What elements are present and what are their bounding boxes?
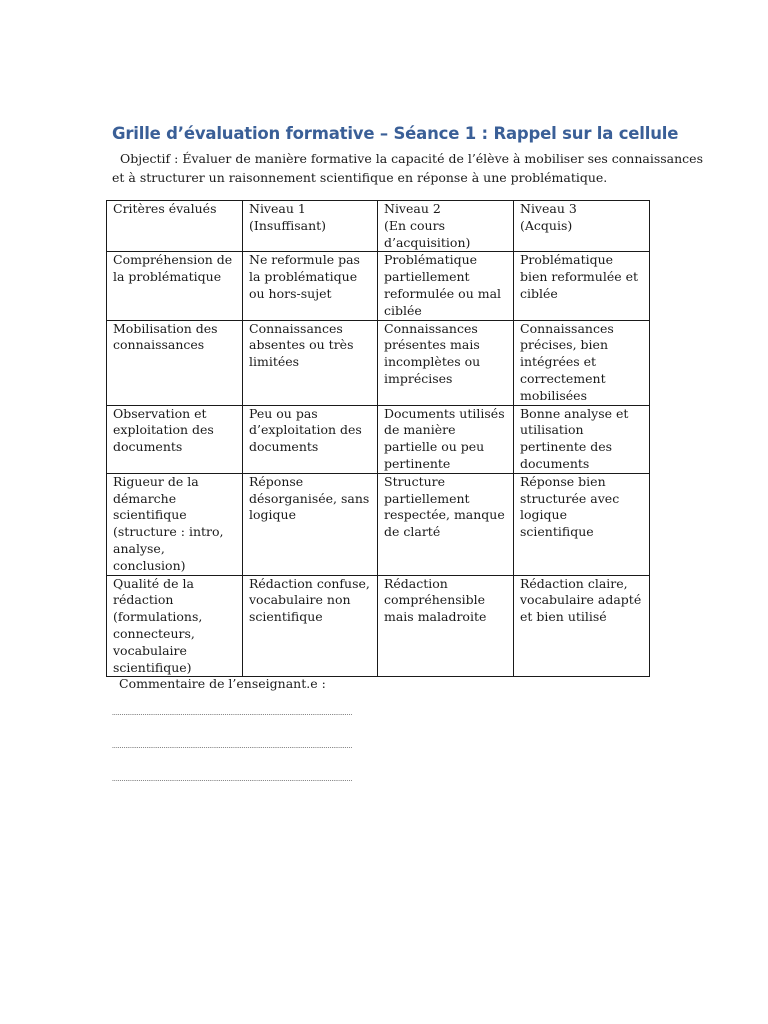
table-cell: Connaissances précises, bien intégrées et correctement mobilisées xyxy=(514,320,650,405)
table-row xyxy=(107,320,650,405)
table-cell: Ne reformule pas la problématique ou hors-sujet xyxy=(243,252,378,320)
table-cell: Qualité de la rédaction (formulations, connecteurs, vocabulaire scientifique) xyxy=(107,575,243,677)
table-cell: Rédaction confuse, vocabulaire non scientifique xyxy=(243,575,378,677)
table-row xyxy=(107,473,650,575)
table-cell: Rigueur de la démarche scientifique (structure : intro, analyse, conclusion) xyxy=(107,473,243,575)
objective-line-2: et à structurer un raisonnement scientifique en réponse à une problématique. xyxy=(112,170,608,185)
table-cell: Connaissances absentes ou très limitées xyxy=(243,320,378,405)
table-cell: Problématique bien reformulée et ciblée xyxy=(514,252,650,320)
header-cell-level-1: Niveau 1 (Insuffisant) xyxy=(243,201,378,252)
evaluation-grid xyxy=(106,200,650,677)
table-cell: Réponse bien structurée avec logique scientifique xyxy=(514,473,650,575)
header-cell-criteria: Critères évalués xyxy=(107,201,243,252)
table-row xyxy=(107,252,650,320)
table-cell: Peu ou pas d’exploitation des documents xyxy=(243,405,378,473)
table-cell: Réponse désorganisée, sans logique xyxy=(243,473,378,575)
table-row xyxy=(107,405,650,473)
teacher-comment-label: Commentaire de l’enseignant.e : xyxy=(119,676,326,691)
document-title: Grille d’évaluation formative – Séance 1 : Rappel sur la cellule xyxy=(112,124,679,143)
table-cell: Compréhension de la problématique xyxy=(107,252,243,320)
comment-line: .............................................................................................................................. xyxy=(112,710,353,717)
objective-paragraph xyxy=(112,149,703,187)
header-cell-level-2: Niveau 2 (En cours d’acquisition) xyxy=(378,201,514,252)
table-cell: Documents utilisés de manière partielle ou peu pertinente xyxy=(378,405,514,473)
table-cell: Rédaction claire, vocabulaire adapté et bien utilisé xyxy=(514,575,650,677)
comment-line: .............................................................................................................................. xyxy=(112,743,353,750)
table-cell: Bonne analyse et utilisation pertinente des documents xyxy=(514,405,650,473)
table-cell: Rédaction compréhensible mais maladroite xyxy=(378,575,514,677)
header-cell-level-3: Niveau 3 (Acquis) xyxy=(514,201,650,252)
table-cell: Structure partiellement respectée, manque de clarté xyxy=(378,473,514,575)
comment-line: .............................................................................................................................. xyxy=(112,776,353,783)
table-cell: Observation et exploitation des documents xyxy=(107,405,243,473)
table-cell: Mobilisation des connaissances xyxy=(107,320,243,405)
table-cell: Problématique partiellement reformulée ou mal ciblée xyxy=(378,252,514,320)
table-cell: Connaissances présentes mais incomplètes ou imprécises xyxy=(378,320,514,405)
objective-line-1: Objectif : Évaluer de manière formative la capacité de l’élève à mobiliser ses connaissances xyxy=(120,151,703,166)
table-row xyxy=(107,575,650,677)
table-header-row xyxy=(107,201,650,252)
